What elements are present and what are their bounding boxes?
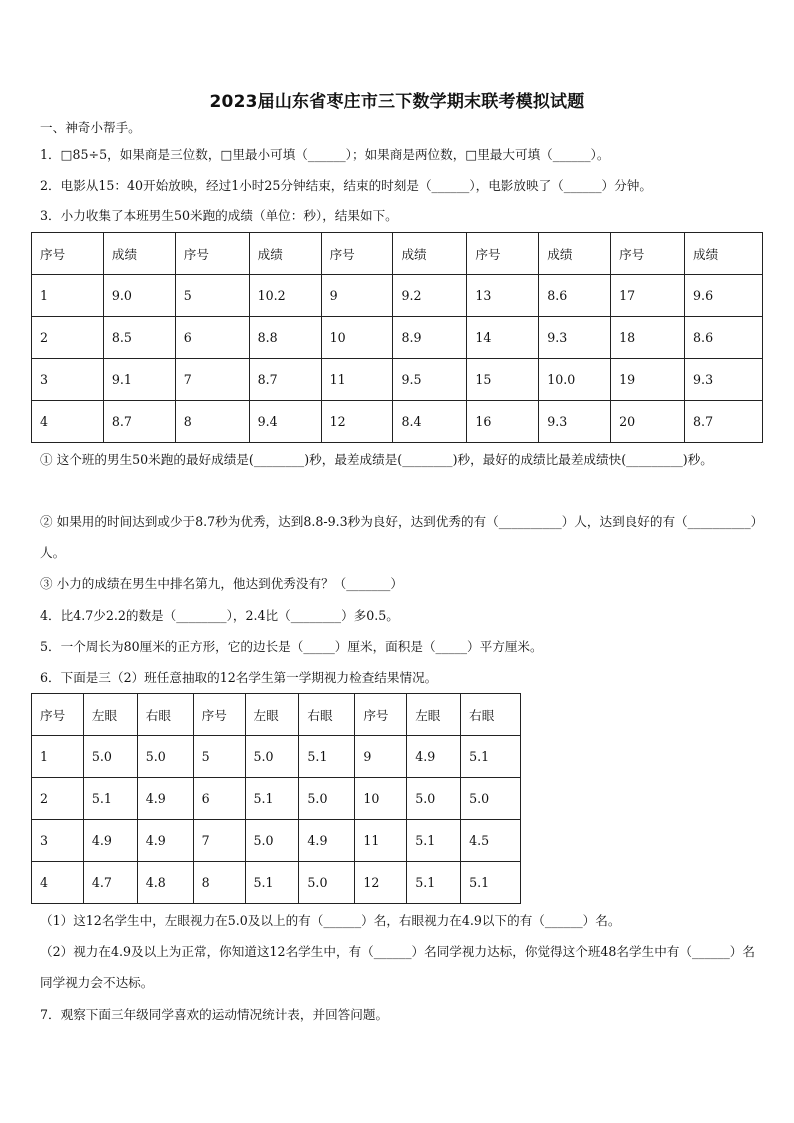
table-header-cell: 序号 <box>193 694 245 736</box>
table-cell: 4.9 <box>137 820 193 862</box>
table-cell: 8.7 <box>685 401 763 443</box>
table-cell: 19 <box>611 359 685 401</box>
question-6-part-1: （1）这12名学生中，左眼视力在5.0及以上的有（______）名，右眼视力在4.9以下的有（______）名。 <box>40 913 621 928</box>
table-cell: 9.3 <box>685 359 763 401</box>
table-cell: 18 <box>611 317 685 359</box>
table-cell: 9.2 <box>393 275 467 317</box>
table-cell: 5.0 <box>299 862 355 904</box>
question-3-part-2: ② 如果用的时间达到或少于8.7秒为优秀，达到8.8-9.3秒为良好，达到优秀的有（__________）人，达到良好的有（__________）人。 <box>40 514 757 560</box>
table-row <box>32 820 521 862</box>
table-cell: 9.3 <box>539 401 611 443</box>
table-cell: 2 <box>32 317 104 359</box>
table-cell: 10 <box>355 778 407 820</box>
table-cell: 11 <box>355 820 407 862</box>
table-header-cell: 左眼 <box>83 694 137 736</box>
table-header-cell: 成绩 <box>103 233 175 275</box>
question-4: 4．比4.7少2.2的数是（________），2.4比（________）多0.5。 <box>40 608 399 623</box>
table-cell: 5.1 <box>407 820 461 862</box>
table-cell: 5.1 <box>83 778 137 820</box>
table-cell: 10.2 <box>249 275 321 317</box>
table-cell: 5.1 <box>461 862 521 904</box>
question-2: 2．电影从15：40开始放映，经过1小时25分钟结束，结束的时刻是（______），电影放映了（______）分钟。 <box>40 178 652 193</box>
table-header-cell: 序号 <box>175 233 249 275</box>
table-cell: 4.7 <box>83 862 137 904</box>
table-row <box>32 862 521 904</box>
table-cell: 14 <box>467 317 539 359</box>
table-cell: 3 <box>32 820 84 862</box>
table-cell: 5.1 <box>245 862 299 904</box>
table-cell: 4 <box>32 862 84 904</box>
table-cell: 5.1 <box>461 736 521 778</box>
table-header-cell: 序号 <box>611 233 685 275</box>
vision-check-table <box>31 693 521 904</box>
table-cell: 9 <box>321 275 393 317</box>
table-cell: 6 <box>193 778 245 820</box>
table-cell: 3 <box>32 359 104 401</box>
table-header-cell: 右眼 <box>137 694 193 736</box>
table-cell: 5.0 <box>407 778 461 820</box>
table-cell: 9 <box>355 736 407 778</box>
table-header-cell: 左眼 <box>407 694 461 736</box>
question-5: 5．一个周长为80厘米的正方形，它的边长是（_____）厘米，面积是（_____）平方厘米。 <box>40 639 543 654</box>
table-cell: 8.5 <box>103 317 175 359</box>
table-cell: 4 <box>32 401 104 443</box>
table-row <box>32 401 763 443</box>
table-cell: 17 <box>611 275 685 317</box>
table-cell: 11 <box>321 359 393 401</box>
table-cell: 8 <box>175 401 249 443</box>
table-cell: 10.0 <box>539 359 611 401</box>
table-cell: 5.0 <box>245 820 299 862</box>
table-cell: 8.6 <box>539 275 611 317</box>
table-cell: 8.8 <box>249 317 321 359</box>
table-header-cell: 成绩 <box>393 233 467 275</box>
question-1: 1．□85÷5，如果商是三位数，□里最小可填（______）；如果商是两位数，□里最大可填（______）。 <box>40 147 610 162</box>
table-cell: 9.0 <box>103 275 175 317</box>
table-header-cell: 序号 <box>355 694 407 736</box>
table-cell: 9.5 <box>393 359 467 401</box>
table-cell: 4.8 <box>137 862 193 904</box>
table-cell: 16 <box>467 401 539 443</box>
table-header-row <box>32 694 521 736</box>
table-cell: 2 <box>32 778 84 820</box>
table-header-cell: 序号 <box>467 233 539 275</box>
question-3-part-3: ③ 小力的成绩在男生中排名第九，他达到优秀没有？（_______） <box>40 576 403 591</box>
table-cell: 8.4 <box>393 401 467 443</box>
table-row <box>32 778 521 820</box>
table-cell: 8 <box>193 862 245 904</box>
table-cell: 1 <box>32 736 84 778</box>
table-row <box>32 317 763 359</box>
table-header-cell: 右眼 <box>299 694 355 736</box>
table-row <box>32 736 521 778</box>
table-cell: 4.5 <box>461 820 521 862</box>
table-cell: 1 <box>32 275 104 317</box>
table-cell: 8.7 <box>249 359 321 401</box>
question-7: 7．观察下面三年级同学喜欢的运动情况统计表，并回答问题。 <box>40 1007 389 1022</box>
table-header-cell: 成绩 <box>685 233 763 275</box>
table-cell: 9.3 <box>539 317 611 359</box>
table-cell: 5.0 <box>83 736 137 778</box>
table-cell: 4.9 <box>83 820 137 862</box>
table-header-cell: 成绩 <box>249 233 321 275</box>
table-header-cell: 序号 <box>321 233 393 275</box>
section-heading: 一、神奇小帮手。 <box>40 120 141 135</box>
table-header-cell: 序号 <box>32 694 84 736</box>
table-cell: 6 <box>175 317 249 359</box>
table-cell: 5.0 <box>461 778 521 820</box>
table-cell: 5.0 <box>299 778 355 820</box>
table-header-row <box>32 233 763 275</box>
table-cell: 5.1 <box>407 862 461 904</box>
table-cell: 4.9 <box>137 778 193 820</box>
question-3: 3．小力收集了本班男生50米跑的成绩（单位：秒），结果如下。 <box>40 208 398 223</box>
table-header-cell: 成绩 <box>539 233 611 275</box>
question-6-part-2: （2）视力在4.9及以上为正常，你知道这12名学生中，有（______）名同学视力达标，你觉得这个班48名学生中有（______）名同学视力会不达标。 <box>40 944 755 990</box>
table-cell: 8.9 <box>393 317 467 359</box>
table-cell: 5.0 <box>137 736 193 778</box>
table-header-cell: 右眼 <box>461 694 521 736</box>
question-6: 6．下面是三（2）班任意抽取的12名学生第一学期视力检查结果情况。 <box>40 670 438 685</box>
table-cell: 4.9 <box>407 736 461 778</box>
table-cell: 4.9 <box>299 820 355 862</box>
table-cell: 10 <box>321 317 393 359</box>
table-row <box>32 275 763 317</box>
table-cell: 7 <box>175 359 249 401</box>
table-cell: 20 <box>611 401 685 443</box>
table-cell: 8.6 <box>685 317 763 359</box>
table-cell: 9.1 <box>103 359 175 401</box>
table-cell: 5 <box>175 275 249 317</box>
table-cell: 5.0 <box>245 736 299 778</box>
table-cell: 13 <box>467 275 539 317</box>
table-cell: 5.1 <box>299 736 355 778</box>
table-header-cell: 左眼 <box>245 694 299 736</box>
table-cell: 8.7 <box>103 401 175 443</box>
table-cell: 5.1 <box>245 778 299 820</box>
table-cell: 7 <box>193 820 245 862</box>
table-header-cell: 序号 <box>32 233 104 275</box>
table-cell: 9.4 <box>249 401 321 443</box>
table-cell: 12 <box>321 401 393 443</box>
question-3-part-1: ① 这个班的男生50米跑的最好成绩是(________)秒，最差成绩是(________)秒，最好的成绩比最差成绩快(_________)秒。 <box>40 452 713 467</box>
table-row <box>32 359 763 401</box>
table-cell: 9.6 <box>685 275 763 317</box>
table-cell: 5 <box>193 736 245 778</box>
page-title: 2023届山东省枣庄市三下数学期末联考模拟试题 <box>209 92 585 112</box>
running-score-table <box>31 232 763 443</box>
table-cell: 15 <box>467 359 539 401</box>
table-cell: 12 <box>355 862 407 904</box>
